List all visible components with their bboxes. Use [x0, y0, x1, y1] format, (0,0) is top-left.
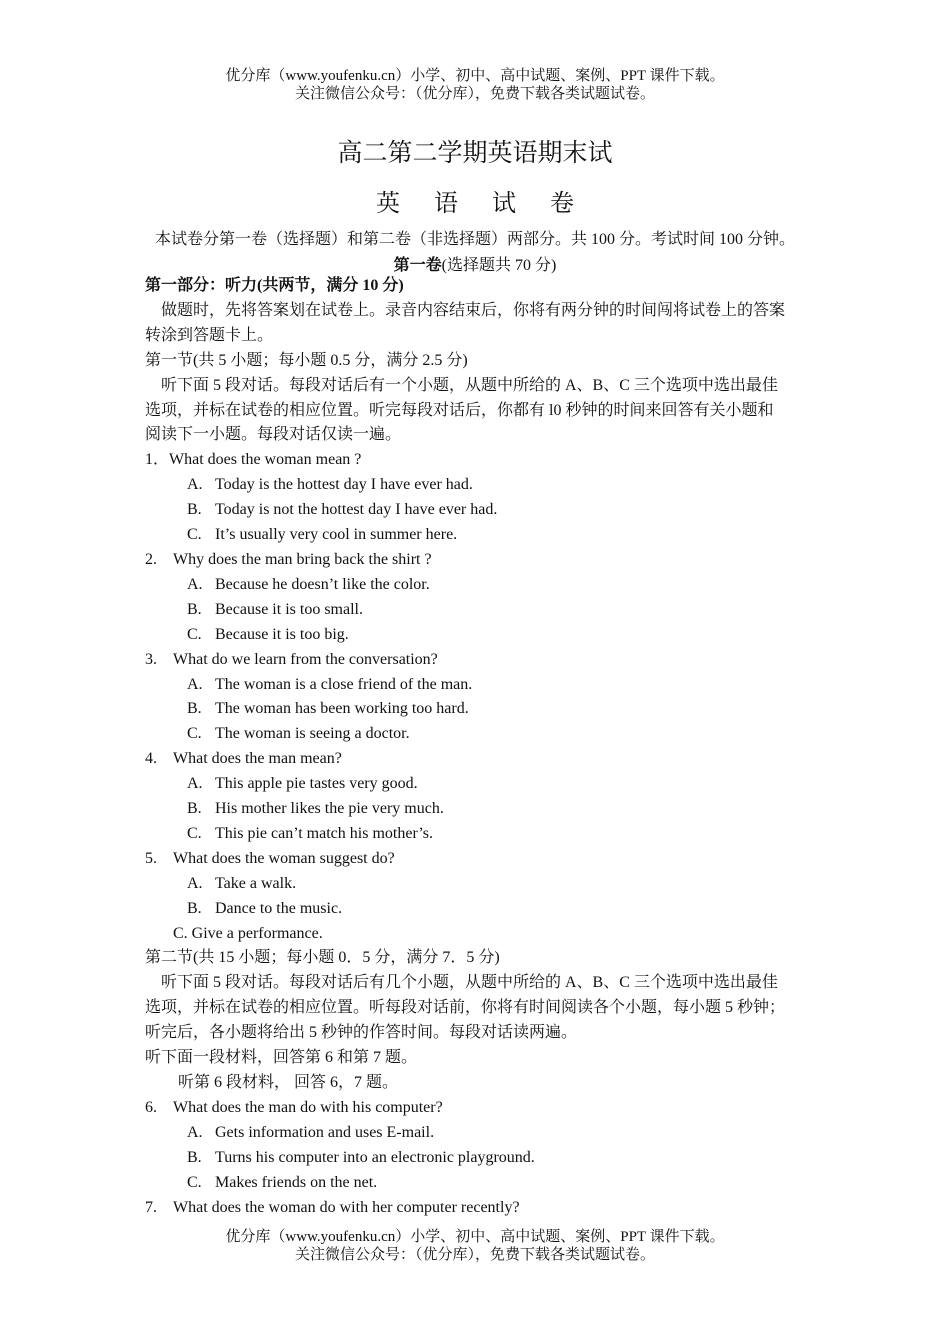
option-label: C.	[187, 824, 202, 842]
option-text: The woman has been working too hard.	[215, 700, 469, 718]
option-label: B.	[187, 600, 202, 618]
exam-intro: 本试卷分第一卷（选择题）和第二卷（非选择题）两部分。共 100 分。考试时间 100 分钟。	[154, 231, 795, 248]
option-text: Dance to the music.	[215, 899, 343, 917]
question-number: 3.	[145, 650, 157, 668]
question-text: What does the woman suggest do?	[173, 849, 395, 867]
option-text: Makes friends on the net.	[215, 1173, 378, 1191]
option-text: Today is the hottest day I have ever had.	[215, 476, 473, 494]
option-label: B.	[187, 700, 202, 718]
question-6	[145, 1096, 815, 1121]
question-4	[145, 747, 815, 772]
option-text: Take a walk.	[215, 874, 297, 892]
volume-heading-bold: 第一卷	[393, 257, 442, 274]
option-b	[145, 1146, 815, 1171]
option-label: C.	[187, 526, 202, 544]
section1-instruction-line: 听下面 5 段对话。每段对话后有一个小题，从题中所给的 A、B、C 三个选项中选出最佳	[161, 376, 778, 394]
option-a	[145, 872, 815, 897]
option-label: A.	[187, 874, 203, 892]
question-text: What does the woman do with her computer recently?	[173, 1198, 520, 1216]
question-text: Why does the man bring back the shirt ?	[173, 550, 432, 568]
question-7	[145, 1196, 815, 1221]
option-text: This pie can’t match his mother’s.	[215, 824, 434, 842]
option-text: His mother likes the pie very much.	[215, 800, 444, 818]
part1-instruction-line: 做题时，先将答案划在试卷上。录音内容结束后，你将有两分钟的时间闯将试卷上的答案	[161, 301, 786, 319]
part1-instruction-line: 转涂到答题卡上。	[145, 326, 274, 344]
listen-instruction: 听下面一段材料，回答第 6 和第 7 题。	[145, 1049, 418, 1067]
option-text: Because it is too small.	[215, 600, 363, 618]
page-footer	[0, 1228, 950, 1264]
option-a	[145, 573, 815, 598]
option-text: Today is not the hottest day I have ever had.	[215, 501, 498, 519]
question-number: 2.	[145, 550, 157, 568]
option-text: The woman is seeing a doctor.	[215, 725, 410, 743]
footer-line-1: 优分库（www.youfenku.cn）小学、初中、高中试题、案例、PPT 课件下载。	[225, 1229, 725, 1245]
header-line-1: 优分库（www.youfenku.cn）小学、初中、高中试题、案例、PPT 课件下载。	[225, 68, 725, 84]
page-header	[0, 67, 950, 103]
footer-line-2: 关注微信公众号：（优分库），免费下载各类试题试卷。	[294, 1247, 655, 1263]
question-number: 6.	[145, 1098, 157, 1116]
option-c	[145, 623, 815, 648]
option-b	[145, 697, 815, 722]
option-label: B.	[187, 501, 202, 519]
option-label: B.	[187, 1148, 202, 1166]
option-a	[145, 772, 815, 797]
section2-instruction-line: 听下面 5 段对话。每段对话后有几个小题，从题中所给的 A、B、C 三个选项中选出最佳	[161, 974, 778, 992]
option-c	[145, 822, 815, 847]
question-2	[145, 548, 815, 573]
option-c	[145, 722, 815, 747]
option-label: B.	[187, 800, 202, 818]
volume-heading-rest: (选择题共 70 分)	[441, 257, 557, 274]
option-a	[145, 473, 815, 498]
volume-heading	[0, 252, 950, 275]
question-text: What does the woman mean ?	[169, 451, 362, 469]
option-c: C. Give a performance.	[173, 924, 323, 942]
section1-instruction-line: 选项，并标在试卷的相应位置。听完每段对话后，你都有 l0 秒钟的时间来回答有关小题和	[145, 401, 774, 419]
option-c	[145, 1171, 815, 1196]
option-label: A.	[187, 476, 203, 494]
section1-instruction-line: 阅读下一小题。每段对话仅读一遍。	[145, 426, 402, 444]
option-label: A.	[187, 575, 203, 593]
question-number: 4.	[145, 750, 157, 768]
question-1	[145, 448, 815, 473]
section2-instruction-line: 听完后，各小题将给出 5 秒钟的作答时间。每段对话读两遍。	[145, 1024, 578, 1042]
question-text: What do we learn from the conversation?	[173, 650, 438, 668]
question-text: What does the man do with his computer?	[173, 1098, 443, 1116]
option-text: Because he doesn’t like the color.	[215, 575, 430, 593]
question-number: 1．	[145, 451, 170, 469]
option-label: A.	[187, 1123, 203, 1141]
header-line-2: 关注微信公众号：（优分库），免费下载各类试题试卷。	[294, 86, 655, 102]
option-text: Because it is too big.	[215, 625, 349, 643]
option-text: This apple pie tastes very good.	[215, 775, 418, 793]
part1-heading: 第一部分：听力(共两节，满分 10 分)	[145, 277, 404, 294]
question-number: 5.	[145, 849, 157, 867]
option-a	[145, 673, 815, 698]
option-label: C.	[187, 725, 202, 743]
exam-body	[145, 274, 815, 1220]
question-number: 7.	[145, 1198, 157, 1216]
option-label: B.	[187, 899, 202, 917]
page-subtitle: 英语试卷	[376, 191, 608, 217]
option-label: C.	[187, 625, 202, 643]
section2-instruction-line: 选项，并标在试卷的相应位置。听每段对话前，你将有时间阅读各个小题，每小题 5 秒钟；	[145, 999, 786, 1017]
option-label: A.	[187, 675, 203, 693]
question-text: What does the man mean?	[173, 750, 342, 768]
option-label: C.	[187, 1173, 202, 1191]
option-label: A.	[187, 775, 203, 793]
option-b	[145, 498, 815, 523]
option-b	[145, 797, 815, 822]
option-text: Turns his computer into an electronic playground.	[215, 1148, 535, 1166]
option-b	[145, 598, 815, 623]
page-title: 高二第二学期英语期末试	[337, 140, 613, 167]
option-a	[145, 1121, 815, 1146]
question-3	[145, 648, 815, 673]
section1-heading: 第一节(共 5 小题；每小题 0.5 分，满分 2.5 分)	[145, 351, 468, 369]
option-b	[145, 897, 815, 922]
option-text: Gets information and uses E-mail.	[215, 1123, 435, 1141]
option-c	[145, 523, 815, 548]
listen-instruction: 听第 6 段材料， 回答 6，7 题。	[178, 1074, 399, 1091]
option-text: It’s usually very cool in summer here.	[215, 526, 458, 544]
option-text: The woman is a close friend of the man.	[215, 675, 473, 693]
section2-heading: 第二节(共 15 小题；每小题 0．5 分，满分 7．5 分)	[145, 949, 500, 967]
question-5	[145, 847, 815, 872]
